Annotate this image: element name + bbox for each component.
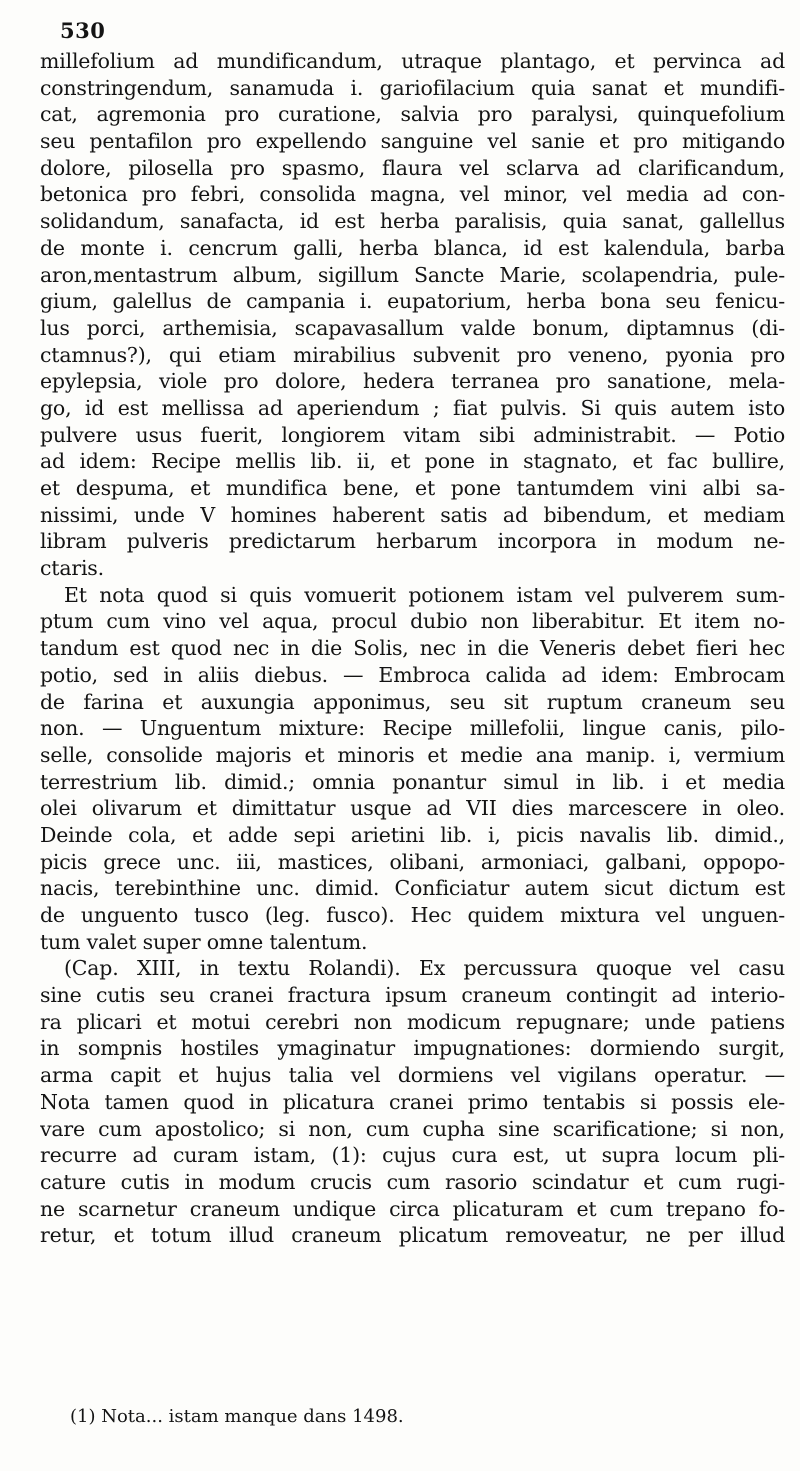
- text-line: in sompnis hostiles ymaginatur impugnationes: dormiendo surgit,: [40, 1036, 785, 1061]
- text-line: retur, et totum illud craneum plicatum removeatur, ne per illud: [40, 1223, 785, 1248]
- text-line: cat, agremonia pro curatione, salvia pro paralysi, quinquefolium: [40, 102, 785, 127]
- text-line: de unguento tusco (leg. fusco). Hec quidem mixtura vel unguen-: [40, 903, 785, 927]
- text-line: ptum cum vino vel aqua, procul dubio non liberabitur. Et item no-: [40, 609, 785, 634]
- text-line: ra plicari et motui cerebri non modicum repugnare; unde patiens: [40, 1009, 785, 1034]
- text-line: aron,mentastrum album, sigillum Sancte Marie, scolapendria, pule-: [40, 262, 785, 287]
- text-line: recurre ad curam istam, (1): cujus cura est, ut supra locum pli-: [40, 1143, 785, 1168]
- text-line: cature cutis in modum crucis cum rasorio scindatur et cum rugi-: [40, 1169, 785, 1194]
- text-line: epylepsia, viole pro dolore, hedera terranea pro sanatione, mela-: [40, 369, 785, 394]
- text-line: Nota tamen quod in plicatura cranei primo tentabis si possis ele-: [40, 1089, 785, 1114]
- text-line: ctamnus?), qui etiam mirabilius subvenit pro veneno, pyonia pro: [40, 342, 785, 367]
- text-line: gium, galellus de campania i. eupatorium, herba bona seu fenicu-: [40, 289, 785, 314]
- text-line: betonica pro febri, consolida magna, vel minor, vel media ad con-: [40, 182, 785, 207]
- text-line: vare cum apostolico; si non, cum cupha sine scarificatione; si non,: [40, 1116, 785, 1141]
- text-line: arma capit et hujus talia vel dormiens vel vigilans operatur. —: [40, 1063, 785, 1088]
- text-line: millefolium ad mundificandum, utraque plantago, et pervinca ad: [40, 49, 785, 73]
- text-line: sine cutis seu cranei fractura ipsum craneum contingit ad interio-: [40, 983, 785, 1008]
- body-text: [40, 48, 785, 1249]
- text-line: dolore, pilosella pro spasmo, flaura vel sclarva ad clarificandum,: [40, 155, 785, 180]
- text-line: (Cap. XIII, in textu Rolandi). Ex percussura quoque vel casu: [64, 956, 785, 981]
- text-line: potio, sed in aliis diebus. — Embroca calida ad idem: Embrocam: [40, 662, 785, 687]
- text-line: seu pentafilon pro expellendo sanguine vel sanie et pro mitigando: [40, 129, 785, 154]
- text-line: de farina et auxungia apponimus, seu sit ruptum craneum seu: [40, 689, 785, 714]
- text-line: ctaris.: [40, 556, 104, 581]
- text-line: non. — Unguentum mixture: Recipe millefolii, lingue canis, pilo-: [40, 716, 785, 741]
- text-line: picis grece unc. iii, mastices, olibani, armoniaci, galbani, oppopo-: [40, 849, 785, 874]
- text-line: libram pulveris predictarum herbarum incorpora in modum ne-: [40, 529, 785, 554]
- text-line: ne scarnetur craneum undique circa plicaturam et cum trepano fo-: [40, 1196, 785, 1221]
- text-line: nissimi, unde V homines haberent satis ad bibendum, et mediam: [40, 502, 785, 527]
- text-line: ad idem: Recipe mellis lib. ii, et pone in stagnato, et fac bullire,: [40, 449, 785, 474]
- footnote: (1) Nota... istam manque dans 1498.: [70, 1406, 404, 1427]
- text-line: terrestrium lib. dimid.; omnia ponantur simul in lib. i et media: [40, 769, 785, 794]
- text-line: selle, consolide majoris et minoris et medie ana manip. i, vermium: [40, 742, 785, 767]
- text-line: tandum est quod nec in die Solis, nec in die Veneris debet fieri hec: [40, 636, 785, 661]
- text-line: de monte i. cencrum galli, herba blanca, id est kalendula, barba: [40, 235, 785, 260]
- text-line: et despuma, et mundifica bene, et pone tantumdem vini albi sa-: [40, 476, 785, 500]
- text-line: olei olivarum et dimittatur usque ad VII dies marcescere in oleo.: [40, 796, 785, 821]
- text-line: Et nota quod si quis vomuerit potionem istam vel pulverem sum-: [64, 582, 785, 607]
- text-line: lus porci, arthemisia, scapavasallum valde bonum, diptamnus (di-: [40, 315, 785, 340]
- text-line: pulvere usus fuerit, longiorem vitam sibi administrabit. — Potio: [40, 422, 785, 447]
- text-line: tum valet super omne talentum.: [40, 929, 368, 954]
- text-line: nacis, terebinthine unc. dimid. Conficiatur autem sicut dictum est: [40, 876, 785, 901]
- text-line: go, id est mellissa ad aperiendum ; fiat pulvis. Si quis autem isto: [40, 395, 785, 420]
- text-line: Deinde cola, et adde sepi arietini lib. i, picis navalis lib. dimid.,: [40, 822, 785, 847]
- text-line: constringendum, sanamuda i. gariofilacium quia sanat et mundifi-: [40, 75, 785, 100]
- page-number: 530: [60, 18, 106, 43]
- text-line: solidandum, sanafacta, id est herba paralisis, quia sanat, gallellus: [40, 209, 785, 234]
